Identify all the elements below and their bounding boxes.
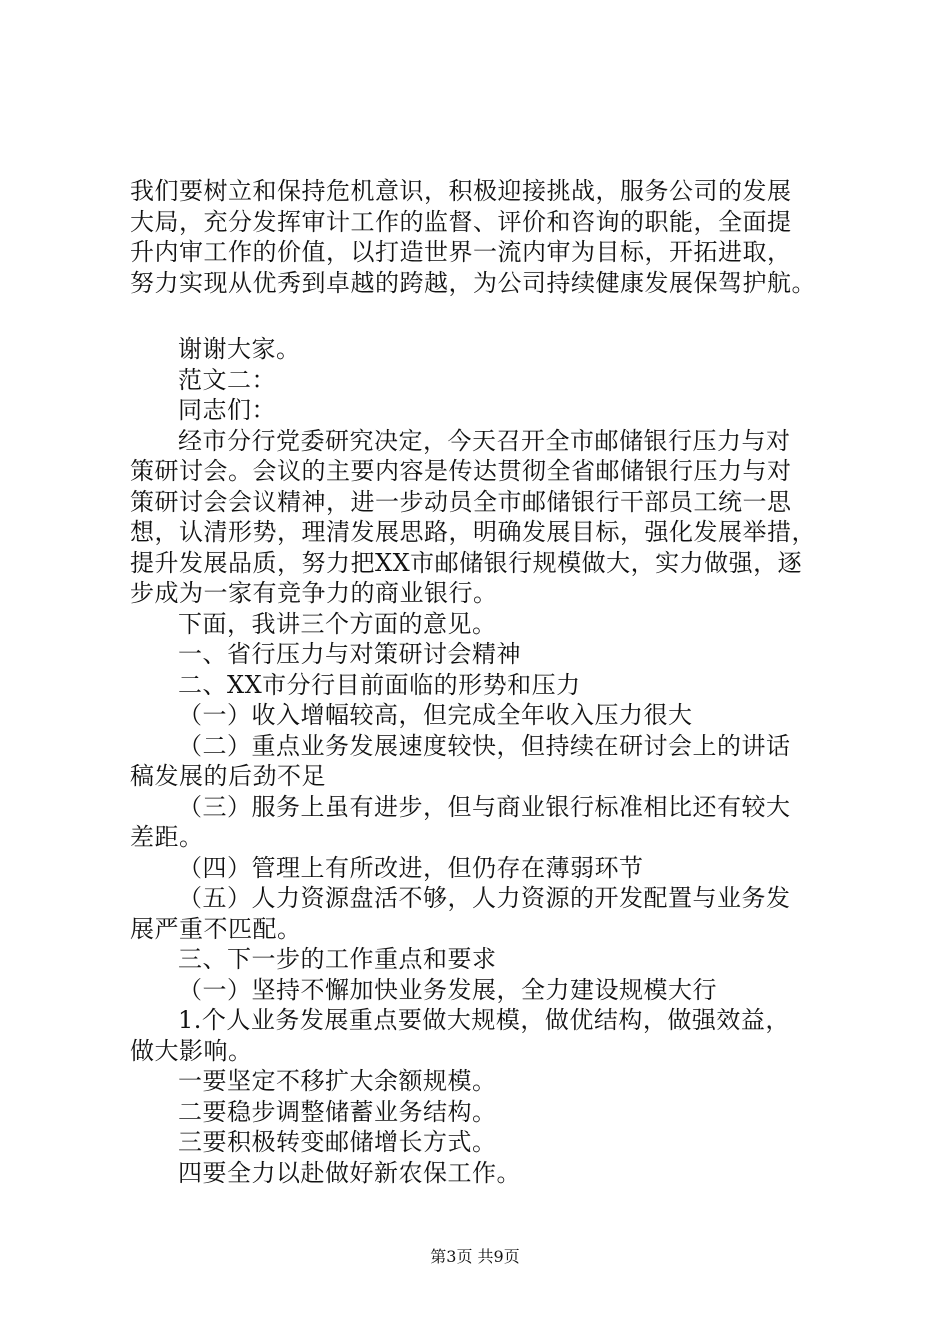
document-body <box>130 176 850 1188</box>
list-item: 四要全力以赴做好新农保工作。 <box>178 1158 521 1187</box>
text-line: 大局，充分发挥审计工作的监督、评价和咨询的职能，全面提 <box>130 207 792 236</box>
text-line: （五）人力资源盘活不够，人力资源的开发配置与业务发 <box>178 884 791 912</box>
paragraph-opening <box>130 426 850 609</box>
text-line: 步成为一家有竞争力的商业银行。 <box>130 579 498 607</box>
list-item <box>130 731 850 792</box>
text-line: 策研讨会。会议的主要内容是传达贯彻全省邮储银行压力与对 <box>130 457 792 485</box>
text-line: 策研讨会会议精神，进一步动员全市邮储银行干部员工统一思 <box>130 487 792 516</box>
list-item: （一）坚持不懈加快业务发展，全力建设规模大行 <box>178 975 717 1004</box>
paragraph-gap <box>130 298 850 334</box>
intro-line: 下面，我讲三个方面的意见。 <box>178 609 497 638</box>
page-number: 第3页 共9页 <box>430 1247 520 1266</box>
text-line: 提升发展品质，努力把XX市邮储银行规模做大，实力做强，逐 <box>130 548 803 577</box>
text-line: 升内审工作的价值，以打造世界一流内审为目标，开拓进取， <box>130 238 792 266</box>
text-line: 想，认清形势，理清发展思路，明确发展目标，强化发展举措， <box>130 518 816 546</box>
section-heading-1: 一、省行压力与对策研讨会精神 <box>178 640 521 668</box>
text-line: 差距。 <box>130 823 204 851</box>
text-line: 我们要树立和保持危机意识，积极迎接挑战，服务公司的发展 <box>130 177 792 205</box>
list-item: （一）收入增幅较高，但完成全年收入压力很大 <box>178 701 693 729</box>
text-line: 1.个人业务发展重点要做大规模，做优结构，做强效益， <box>178 1006 790 1034</box>
paragraph-closing <box>130 176 850 298</box>
text-line: 经市分行党委研究决定，今天召开全市邮储银行压力与对 <box>178 426 791 455</box>
text-line: （三）服务上虽有进步，但与商业银行标准相比还有较大 <box>178 792 791 821</box>
section-heading-2: 二、XX市分行目前面临的形势和压力 <box>178 670 581 699</box>
list-item: 二要稳步调整储蓄业务结构。 <box>178 1097 497 1126</box>
text-line: 稿发展的后劲不足 <box>130 762 326 790</box>
section-heading-3: 三、下一步的工作重点和要求 <box>178 945 497 973</box>
sample-title: 范文二： <box>178 365 276 394</box>
list-item: 一要坚定不移扩大余额规模。 <box>178 1067 497 1095</box>
list-item <box>130 883 850 944</box>
text-line: 展严重不匹配。 <box>130 914 302 943</box>
list-item <box>130 792 850 853</box>
greeting: 同志们： <box>178 396 276 424</box>
list-item <box>130 1005 850 1066</box>
text-line: 做大影响。 <box>130 1036 253 1065</box>
list-item: （四）管理上有所改进，但仍存在薄弱环节 <box>178 853 644 882</box>
thanks-line: 谢谢大家。 <box>178 335 301 363</box>
text-line: 努力实现从优秀到卓越的跨越，为公司持续健康发展保驾护航。 <box>130 268 816 297</box>
list-item: 三要积极转变邮储增长方式。 <box>178 1128 497 1156</box>
text-line: （二）重点业务发展速度较快，但持续在研讨会上的讲话 <box>178 731 791 760</box>
